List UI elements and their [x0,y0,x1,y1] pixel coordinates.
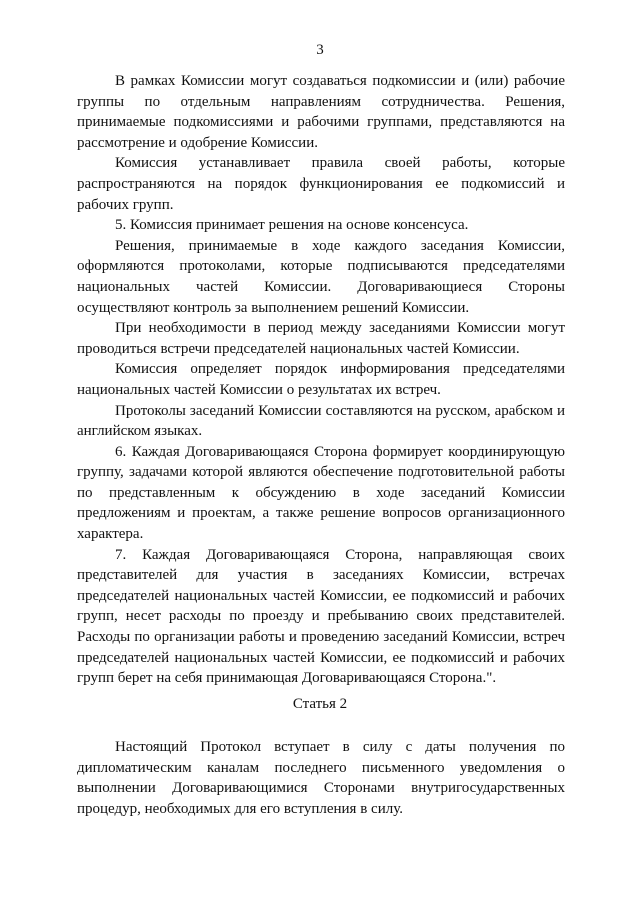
paragraph-rules: Комиссия устанавливает правила своей работы, которые распространяются на порядок функционирования ее подкомиссий и рабочих групп. [77,155,565,213]
paragraph-languages: Протоколы заседаний Комиссии составляются на русском, арабском и английском языках. [77,402,565,440]
paragraph-expenses: 7. Каждая Договаривающаяся Сторона, направляющая своих представителей для участия в заседаниях Комиссии, встречах председателей национальных частей Комиссии, ее подкомиссий и рабочих групп, несет расходы по проезду и пребыванию своих представителей. Расходы по организации работы и проведению заседаний Комиссии, встреч председателей национальных частей Комиссии, ее подкомиссий и рабочих групп берет на себя принимающая Договаривающаяся Сторона.". [77,546,565,687]
article-heading: Статья 2 [292,696,348,712]
paragraph-meetings: При необходимости в период между заседаниями Комиссии могут проводиться встречи председателей национальных частей Комиссии. [77,320,565,357]
paragraph-entry-into-force: Настоящий Протокол вступает в силу с даты получения по дипломатическим каналам последнего письменного уведомления о выполнении Договаривающимися Сторонами внутригосударственных процедур, необходимых для его вступления в силу. [77,739,565,817]
paragraph-subcommissions: В рамках Комиссии могут создаваться подкомиссии и (или) рабочие группы по отдельным направлениям сотрудничества. Решения, принимаемые подкомиссиями и рабочими группами, представляются на рассмотрение и одобрение Комиссии. [77,73,565,151]
document-body [77,71,565,689]
paragraph-decisions: Решения, принимаемые в ходе каждого заседания Комиссии, оформляются протоколами, которые подписываются председателями национальных частей Комиссии. Договаривающиеся Стороны осуществляют контроль за выполнением решений Комиссии. [77,237,565,316]
paragraph-informing: Комиссия определяет порядок информирования председателями национальных частей Комиссии о результатах их встреч. [77,361,565,398]
article-body [77,737,565,819]
page-number: 3 [316,42,324,58]
paragraph-consensus: 5. Комиссия принимает решения на основе консенсуса. [115,217,469,234]
paragraph-coordinating-group: 6. Каждая Договаривающаяся Сторона формирует координирующую группу, задачами которой являются обеспечение подготовительной работы по представленным к обсуждению в ходе заседаний Комиссии предложениям и проектам, а также решение вопросов организационного характера. [77,443,565,543]
